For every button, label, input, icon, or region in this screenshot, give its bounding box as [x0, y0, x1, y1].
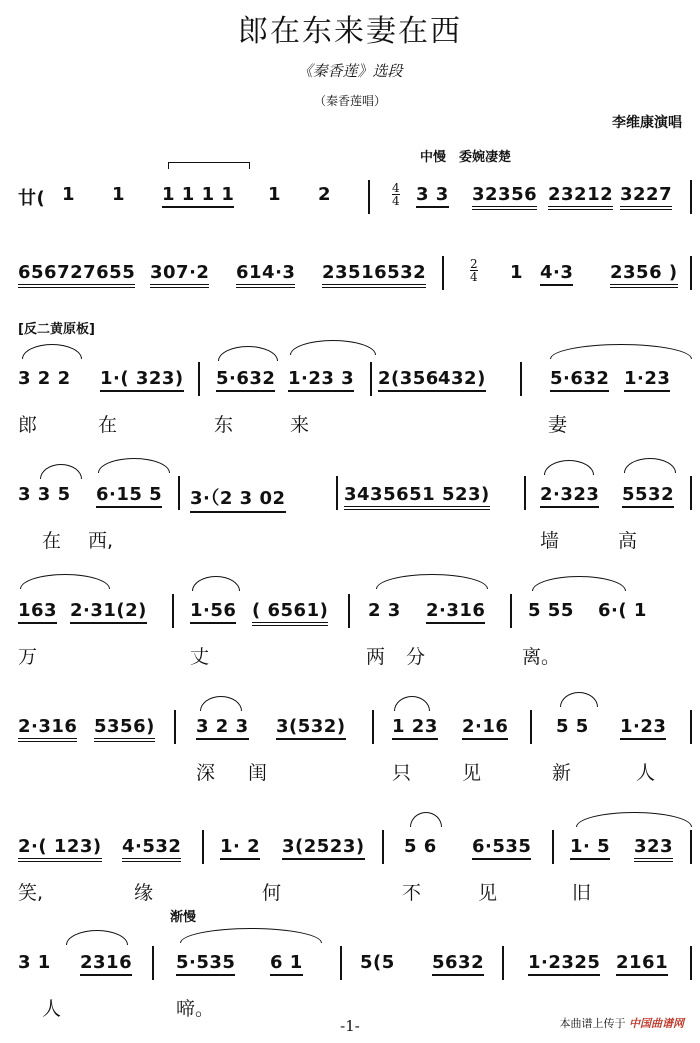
lyric: 闺 [248, 762, 268, 784]
bar-line [340, 946, 342, 980]
performer-credit: 李维康演唱 [612, 115, 682, 131]
bar-line [368, 180, 370, 214]
bar-line [382, 830, 384, 864]
note-group: 6·535 [472, 836, 531, 860]
note-group: 1·23 3 [288, 368, 354, 392]
lyric: 东 [214, 414, 234, 436]
slur [98, 458, 170, 473]
note-group: 656727655 [18, 262, 135, 288]
note-group: 廿( [18, 188, 46, 209]
lyric: 不 [402, 882, 422, 904]
slur [410, 812, 442, 827]
lyric: 郎 [18, 414, 38, 436]
bar-line [198, 362, 200, 396]
bar-line [152, 946, 154, 980]
note-group: 2 3 [368, 600, 401, 621]
note-group: 6·15 5 [96, 484, 162, 508]
note-group: 323 [634, 836, 673, 862]
note-group: 3 3 [416, 184, 449, 208]
note-group: 3·（2 3 02 [190, 484, 286, 513]
slur [532, 576, 626, 591]
note-group: 5·632 [550, 368, 609, 392]
slur [550, 344, 692, 359]
bar-line [690, 256, 692, 290]
note-group: 23212 [548, 184, 613, 210]
slur [218, 346, 278, 361]
note-group: 614·3 [236, 262, 295, 288]
lyric: 墙 [540, 530, 560, 552]
note-group: 1 [62, 184, 76, 205]
note-group: 2·316 [426, 600, 485, 624]
bar-line [690, 710, 692, 744]
lyric: 丈 [190, 646, 210, 668]
note-group: 6·( 1 [598, 600, 647, 621]
note-group: 5356) [94, 716, 155, 742]
lyric: 新 [552, 762, 572, 784]
note-group: 5632 [432, 952, 484, 976]
bar-line [372, 710, 374, 744]
note-group: 5(5 [360, 952, 395, 973]
bar-line [690, 830, 692, 864]
page-number: -1- [340, 1017, 360, 1035]
note-group: 1 [510, 262, 524, 283]
note-group: 1·56 [190, 600, 236, 624]
note-group: 5532 [622, 484, 674, 508]
bar-line [178, 476, 180, 510]
slur [20, 574, 110, 589]
note-group: 2·16 [462, 716, 508, 740]
lyric: 笑, [18, 882, 44, 904]
lyric: 西, [88, 530, 114, 552]
note-group: 5 55 [528, 600, 574, 621]
bar-line [442, 256, 444, 290]
note-group: 1·2325 [528, 952, 600, 976]
lyric: 分 [406, 646, 426, 668]
bracket [168, 162, 250, 169]
note-group: 4·3 [540, 262, 573, 286]
note-group: 2·( 123) [18, 836, 102, 862]
note-group: 23516532 [322, 262, 426, 288]
singer-note: （秦香莲唱） [313, 94, 386, 108]
lyric: 见 [462, 762, 482, 784]
note-group: 3(2523) [282, 836, 365, 860]
tempo-marking-slow: 渐慢 [170, 910, 197, 925]
note-group: 5 6 [404, 836, 437, 857]
slur [394, 696, 430, 711]
note-group: 2 [318, 184, 332, 205]
note-group: 3 3 5 [18, 484, 71, 505]
note-group: 2316 [80, 952, 132, 976]
note-group: 2356 ) [610, 262, 678, 288]
lyric: 深 [196, 762, 216, 784]
page-title: 郎在东来妻在西 [238, 14, 462, 49]
bar-line [690, 180, 692, 214]
note-group: 3435651 523) [344, 484, 490, 510]
lyric: 高 [618, 530, 638, 552]
note-group: ( 6561) [252, 600, 328, 626]
note-group: 1· 2 [220, 836, 260, 860]
slur [576, 812, 692, 827]
slur [290, 340, 376, 355]
note-group: 2·323 [540, 484, 599, 508]
note-group: 163 [18, 600, 57, 624]
lyric: 旧 [572, 882, 592, 904]
slur [624, 458, 676, 473]
bar-line [174, 710, 176, 744]
slur [544, 460, 594, 475]
bar-line [370, 362, 372, 396]
lyric: 来 [290, 414, 310, 436]
lyric: 妻 [548, 414, 568, 436]
lyric: 离。 [522, 646, 561, 668]
note-group: 4·532 [122, 836, 181, 862]
lyric: 见 [478, 882, 498, 904]
note-group: 5·535 [176, 952, 235, 976]
section-label: [反二黄原板] [18, 322, 95, 337]
note-group: 1·23 [624, 368, 670, 392]
note-group: 1 1 1 1 [162, 184, 234, 208]
slur [200, 696, 242, 711]
lyric: 两 [366, 646, 386, 668]
lyric: 何 [262, 882, 282, 904]
note-group: 1·23 [620, 716, 666, 740]
slur [66, 930, 128, 945]
slur [180, 928, 322, 943]
note-group: 3 2 3 [196, 716, 249, 740]
note-group: 1·( 323) [100, 368, 184, 392]
note-group: 3 2 2 [18, 368, 71, 389]
note-group: 3227 [620, 184, 672, 210]
note-group: 6 1 [270, 952, 303, 976]
tempo-marking: 中慢 委婉凄楚 [420, 150, 512, 165]
slur [192, 576, 240, 591]
slur [22, 344, 82, 359]
slur [40, 464, 82, 479]
bar-line [172, 594, 174, 628]
lyric: 人 [42, 998, 62, 1020]
upload-text: 本曲谱上传于 [559, 1017, 626, 1030]
bar-line [348, 594, 350, 628]
note-group: 432) [438, 368, 486, 392]
note-group: 2161 [616, 952, 668, 976]
note-group: 2·31(2) [70, 600, 147, 624]
note-group: 32356 [472, 184, 537, 210]
bar-line [202, 830, 204, 864]
time-signature: $\frac{2}{4}$ [470, 257, 478, 284]
note-group: 1 [112, 184, 126, 205]
note-group: 2(356 [378, 368, 439, 392]
subtitle: 《秦香莲》选段 [297, 62, 403, 80]
bar-line [520, 362, 522, 396]
bar-line [510, 594, 512, 628]
bar-line [690, 476, 692, 510]
lyric: 在 [42, 530, 62, 552]
lyric: 啼。 [176, 998, 215, 1020]
note-group: 3(532) [276, 716, 346, 740]
time-signature: $\frac{4}{4}$ [392, 181, 400, 208]
bar-line [502, 946, 504, 980]
bar-line [690, 946, 692, 980]
note-group: 5·632 [216, 368, 275, 392]
lyric: 缘 [134, 882, 154, 904]
note-group: 1 [268, 184, 282, 205]
bar-line [552, 830, 554, 864]
site-logo[interactable]: 中国曲谱网 [629, 1017, 684, 1030]
slur [376, 574, 488, 589]
bar-line [530, 710, 532, 744]
note-group: 5 5 [556, 716, 589, 737]
lyric: 只 [392, 762, 412, 784]
lyric: 万 [18, 646, 38, 668]
lyric: 人 [636, 762, 656, 784]
note-group: 1 23 [392, 716, 438, 740]
lyric: 在 [98, 414, 118, 436]
slur [560, 692, 598, 707]
note-group: 2·316 [18, 716, 77, 742]
site-credit [560, 1015, 685, 1031]
note-group: 1· 5 [570, 836, 610, 860]
note-group: 3 1 [18, 952, 51, 973]
bar-line [336, 476, 338, 510]
bar-line [524, 476, 526, 510]
note-group: 307·2 [150, 262, 209, 288]
